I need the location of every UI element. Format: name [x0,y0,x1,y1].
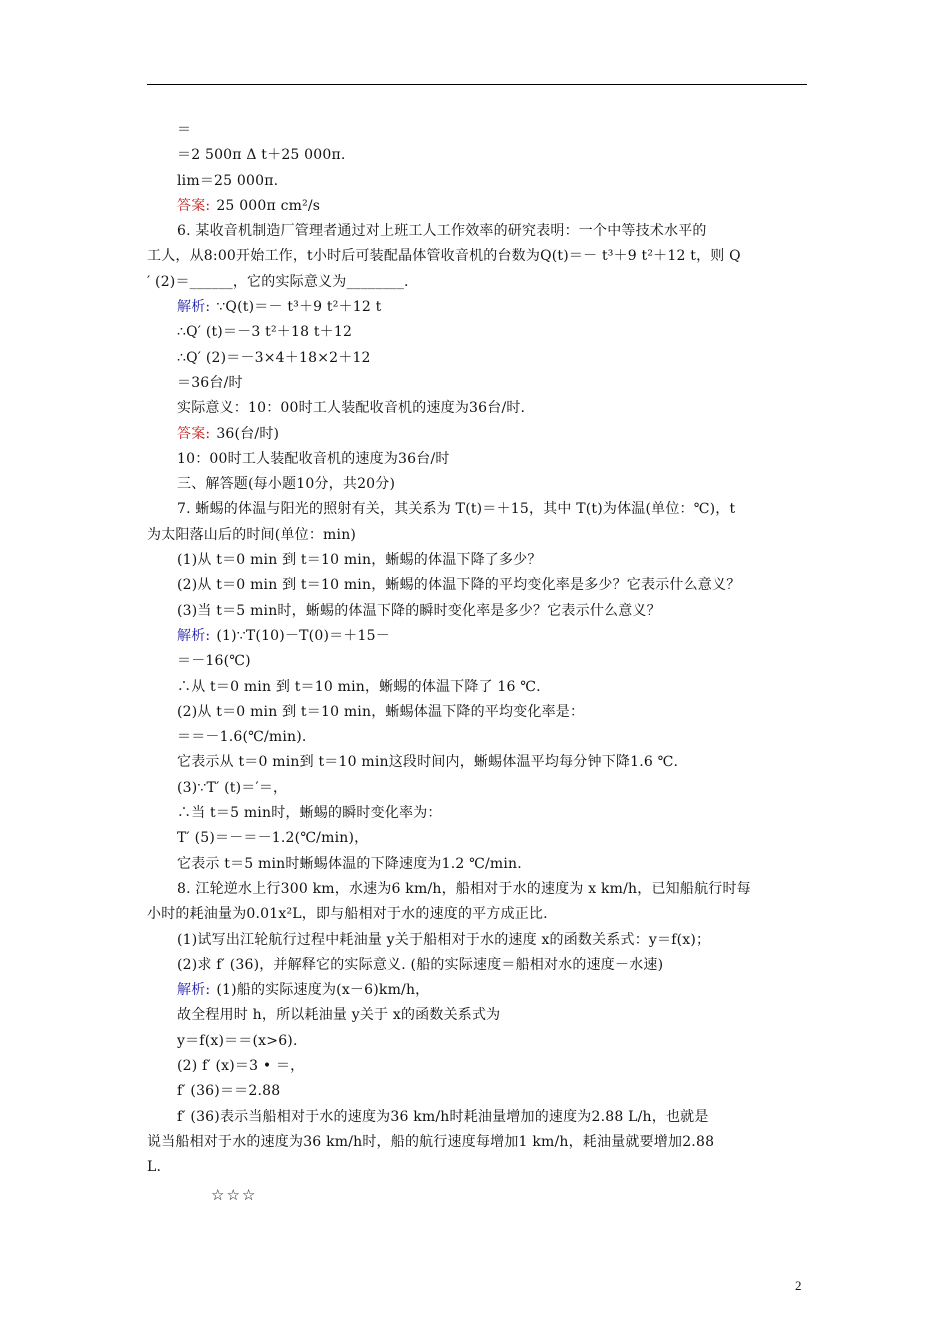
text-line [177,472,817,497]
line-text: 它表示从 t＝0 min到 t＝10 min这段时间内，蜥蜴体温平均每分钟下降1.6 ℃. [177,754,679,771]
text-line [177,599,817,624]
text-line [177,928,817,953]
text-line [177,320,817,345]
text-line [177,776,817,801]
text-line [177,675,817,700]
text-line [177,219,817,244]
line-text: ＝36台/时 [177,374,243,391]
text-line [177,700,817,725]
line-text: ＝＝－1.6(℃/min). [177,729,307,746]
text-line [177,852,817,877]
text-line [177,422,817,447]
line-text: (1)试写出江轮航行过程中耗油量 y关于船相对于水的速度 x的函数关系式：y＝f(x)； [177,931,711,948]
analysis-label: 解析: [177,627,211,644]
text-line [147,1130,817,1155]
line-text: (3)∵T′ (t)＝′＝， [177,779,288,796]
text-line [177,1079,817,1104]
text-line [177,346,817,371]
text-line [177,447,817,472]
line-text: 10：00时工人装配收音机的速度为36台/时 [177,450,450,467]
line-text: ′ (2)＝______，它的实际意义为________. [147,273,409,290]
line-text: ∴从 t＝0 min 到 t＝10 min，蜥蜴的体温下降了 16 ℃. [177,678,541,695]
line-text: 实际意义：10：00时工人装配收音机的速度为36台/时. [177,400,526,417]
line-text: (2)从 t＝0 min 到 t＝10 min，蜥蜴体温下降的平均变化率是： [177,703,585,720]
text-lines [147,118,817,1180]
text-line [147,244,817,269]
line-text: 它表示 t＝5 min时蜥蜴体温的下降速度为1.2 ℃/min. [177,855,522,872]
line-text: ∴Q′ (2)＝－3×4＋18×2＋12 [177,349,371,366]
line-text: 三、解答题(每小题10分，共20分) [177,476,396,493]
line-text: ＝ [177,122,192,138]
line-text: 7. 蜥蜴的体温与阳光的照射有关，其关系为 T(t)＝＋15，其中 T(t)为体温(单位：℃)，t [177,501,736,518]
line-text: (1)从 t＝0 min 到 t＝10 min，蜥蜴的体温下降了多少？ [177,552,542,569]
document-body [147,118,817,1205]
page-number: 2 [795,1278,802,1293]
line-text: (3)当 t＝5 min时，蜥蜴的体温下降的瞬时变化率是多少？它表示什么意义？ [177,602,661,619]
section-stars: ☆☆☆ [211,1186,258,1205]
line-text: (2) f′ (x)＝3 • ＝， [177,1057,305,1074]
text-line [177,295,817,320]
line-text: 为太阳落山后的时间(单位：min) [147,526,357,543]
text-line [177,194,817,219]
text-line [147,523,817,548]
line-text: 6. 某收音机制造厂管理者通过对上班工人工作效率的研究表明：一个中等技术水平的 [177,223,707,240]
text-line [177,573,817,598]
line-text: 工人，从8:00开始工作，t小时后可装配晶体管收音机的台数为Q(t)＝－ t³＋9 t²＋12 t，则 Q [147,248,741,265]
line-text: 小时的耗油量为0.01x²L，即与船相对于水的速度的平方成正比. [147,906,548,923]
line-text: 说当船相对于水的速度为36 km/h时，船的航行速度每增加1 km/h，耗油量就要增加2.88 [147,1133,715,1150]
text-line [177,1029,817,1054]
answer-label: 答案: [177,425,211,442]
line-text: (1)∵T(10)－T(0)＝＋15－ [216,627,390,644]
text-line [177,169,817,194]
text-line [177,624,817,649]
line-text: 25 000π cm²/s [216,197,321,214]
text-line [147,902,817,927]
text-line [177,750,817,775]
text-line [177,953,817,978]
text-line [177,396,817,421]
text-line [177,801,817,826]
line-text: T′ (5)＝－＝－1.2(℃/min)， [177,830,369,847]
line-text: L. [147,1159,162,1176]
text-line [177,725,817,750]
line-text: f′ (36)表示当船相对于水的速度为36 km/h时耗油量增加的速度为2.88 L/h，也就是 [177,1108,709,1125]
line-text: (1)船的实际速度为(x－6)km/h， [216,982,430,999]
line-text: (2)从 t＝0 min 到 t＝10 min，蜥蜴的体温下降的平均变化率是多少？它表示什么意义？ [177,577,741,594]
line-text: 故全程用时 h，所以耗油量 y关于 x的函数关系式为 [177,1007,501,1024]
text-line [177,371,817,396]
line-text: (2)求 f′ (36)，并解释它的实际意义. (船的实际速度＝船相对水的速度－水速) [177,956,664,973]
text-line [177,649,817,674]
text-line [147,270,817,295]
line-text: ∴当 t＝5 min时，蜥蜴的瞬时变化率为： [177,805,442,822]
text-line [177,1054,817,1079]
line-text: ∵Q(t)＝－ t³＋9 t²＋12 t [216,299,382,316]
line-text: 8. 江轮逆水上行300 km，水速为6 km/h，船相对于水的速度为 x km/h，已知船航行时每 [177,880,751,897]
analysis-label: 解析: [177,982,211,999]
answer-label: 答案: [177,197,211,214]
line-text: ∴Q′ (t)＝－3 t²＋18 t＋12 [177,324,353,341]
text-line [177,978,817,1003]
text-line [177,1105,817,1130]
header-rule [147,84,807,85]
line-text: 36(台/时) [216,425,280,442]
line-text: f′ (36)＝＝2.88 [177,1083,281,1100]
text-line [177,826,817,851]
analysis-label: 解析: [177,299,211,316]
text-line [147,1155,817,1180]
text-line [177,143,817,168]
text-line [177,118,817,143]
text-line [177,548,817,573]
line-text: ＝－16(℃) [177,653,251,670]
line-text: y＝f(x)＝＝(x>6). [177,1032,298,1049]
line-text: ＝2 500π Δ t＋25 000π. [177,147,346,164]
text-line [177,1003,817,1028]
line-text: lim＝25 000π. [177,172,279,189]
text-line [177,877,817,902]
text-line [177,497,817,522]
